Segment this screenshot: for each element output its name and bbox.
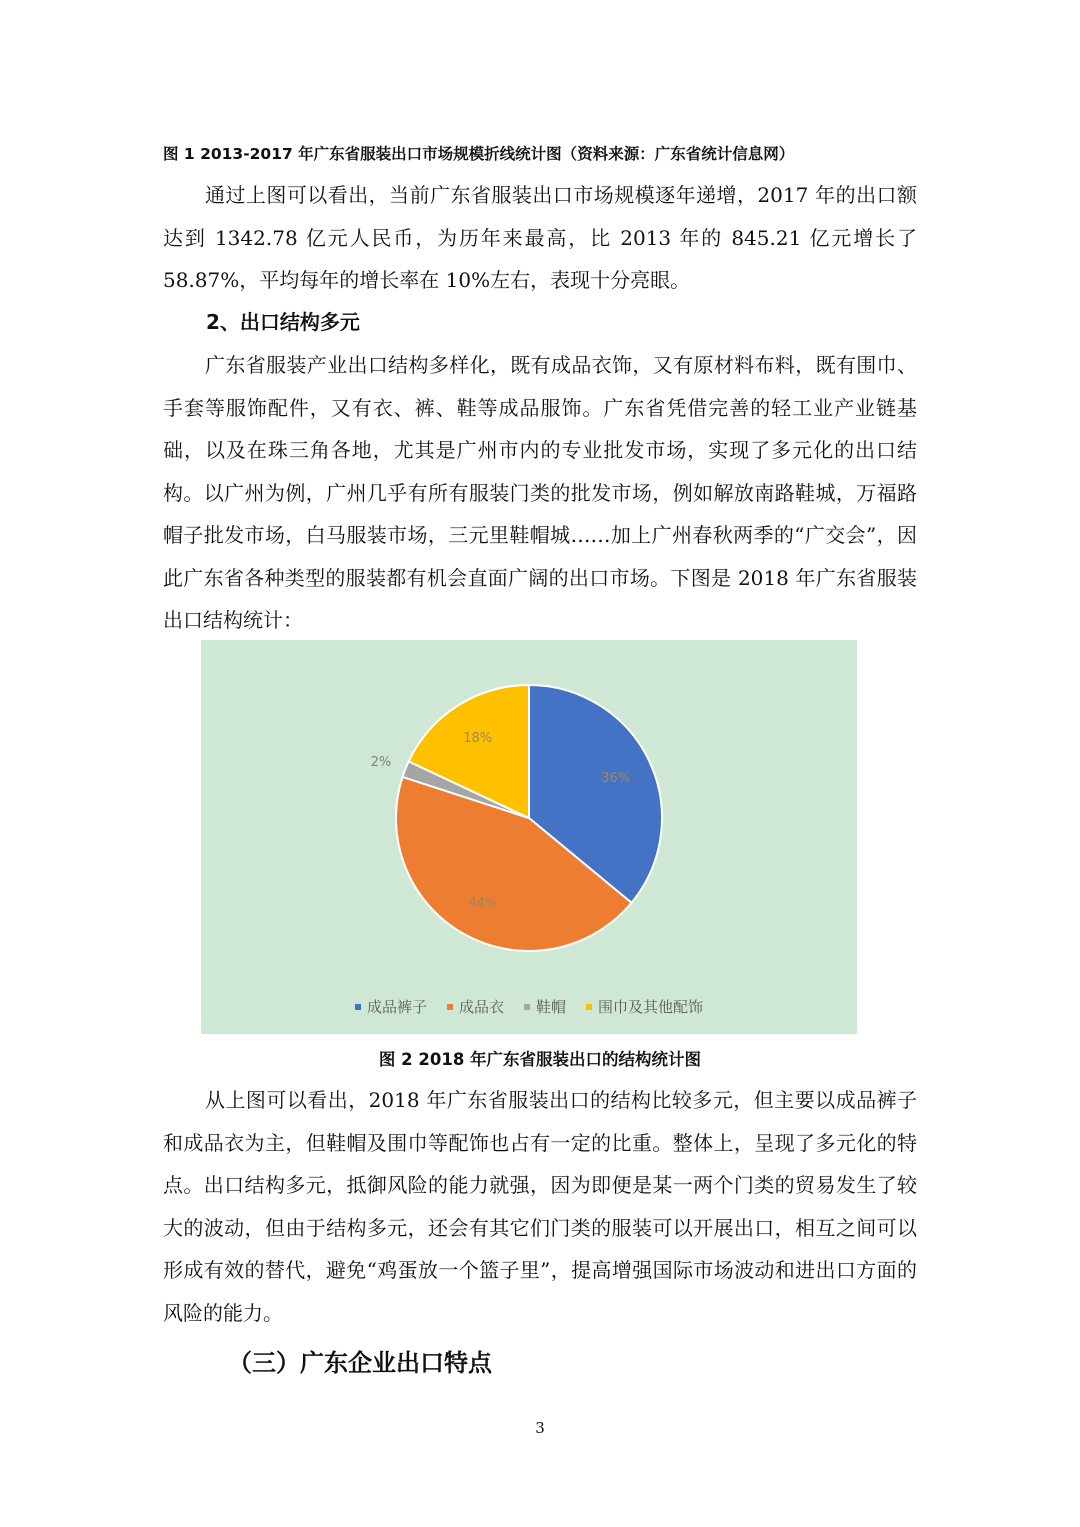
section-heading-enterprise-features: （三）广东企业出口特点 [228, 1349, 492, 1377]
chart-legend [201, 996, 857, 1017]
pie-chart-svg [201, 640, 857, 1034]
legend-label-clothes: 成品衣 [458, 998, 504, 1016]
pie-label-accessories: 18% [463, 731, 493, 747]
legend-swatch-accessories [586, 1004, 592, 1010]
legend-item-shoes-hats [524, 996, 566, 1017]
legend-item-clothes [447, 996, 504, 1017]
legend-item-pants [355, 996, 427, 1017]
pie-label-shoes-hats: 2% [370, 754, 392, 770]
figure-2-caption: 图 2 2018 年广东省服装出口的结构统计图 [378, 1050, 702, 1069]
pie-label-pants: 36% [601, 771, 631, 787]
legend-item-accessories [586, 996, 703, 1017]
paragraph-export-structure: 广东省服装产业出口结构多样化，既有成品衣饰，又有原材料布料，既有围巾、手套等服饰配件，又有衣、裤、鞋等成品服饰。广东省凭借完善的轻工业产业链基础，以及在珠三角各地，尤其是广州市内的专业批发市场，实现了多元化的出口结构。以广州为例，广州几乎有所有服装门类的批发市场，例如解放南路鞋城，万福路帽子批发市场，白马服装市场，三元里鞋帽城……加上广州春秋两季的“广交会”，因此广东省各种类型的服装都有机会直面广阔的出口市场。下图是 2018 年广东省服装出口结构统计： [163, 353, 917, 632]
legend-label-shoes-hats: 鞋帽 [536, 998, 567, 1016]
legend-label-accessories: 围巾及其他配饰 [598, 998, 704, 1016]
legend-swatch-clothes [447, 1004, 453, 1010]
figure-1-caption: 图 1 2013-2017 年广东省服装出口市场规模折线统计图（资料来源：广东省统计信息网） [163, 145, 795, 163]
legend-swatch-pants [355, 1004, 361, 1010]
pie-label-clothes: 44% [468, 895, 498, 911]
legend-swatch-shoes-hats [524, 1004, 530, 1010]
pie-chart [201, 640, 857, 1034]
legend-label-pants: 成品裤子 [366, 998, 427, 1016]
section-heading-export-structure: 2、出口结构多元 [206, 310, 360, 334]
page-number: 3 [535, 1419, 545, 1437]
paragraph-market-growth: 通过上图可以看出，当前广东省服装出口市场规模逐年递增，2017 年的出口额达到 1342.78 亿元人民币，为历年来最高，比 2013 年的 845.21 亿元增长了 58.87%，平均每年的增长率在 10%左右，表现十分亮眼。 [163, 183, 917, 292]
paragraph-structure-analysis: 从上图可以看出，2018 年广东省服装出口的结构比较多元，但主要以成品裤子和成品衣为主，但鞋帽及围巾等配饰也占有一定的比重。整体上，呈现了多元化的特点。出口结构多元，抵御风险的能力就强，因为即便是某一两个门类的贸易发生了较大的波动，但由于结构多元，还会有其它们门类的服装可以开展出口，相互之间可以形成有效的替代，避免“鸡蛋放一个篮子里”，提高增强国际市场波动和进出口方面的风险的能力。 [163, 1088, 917, 1325]
